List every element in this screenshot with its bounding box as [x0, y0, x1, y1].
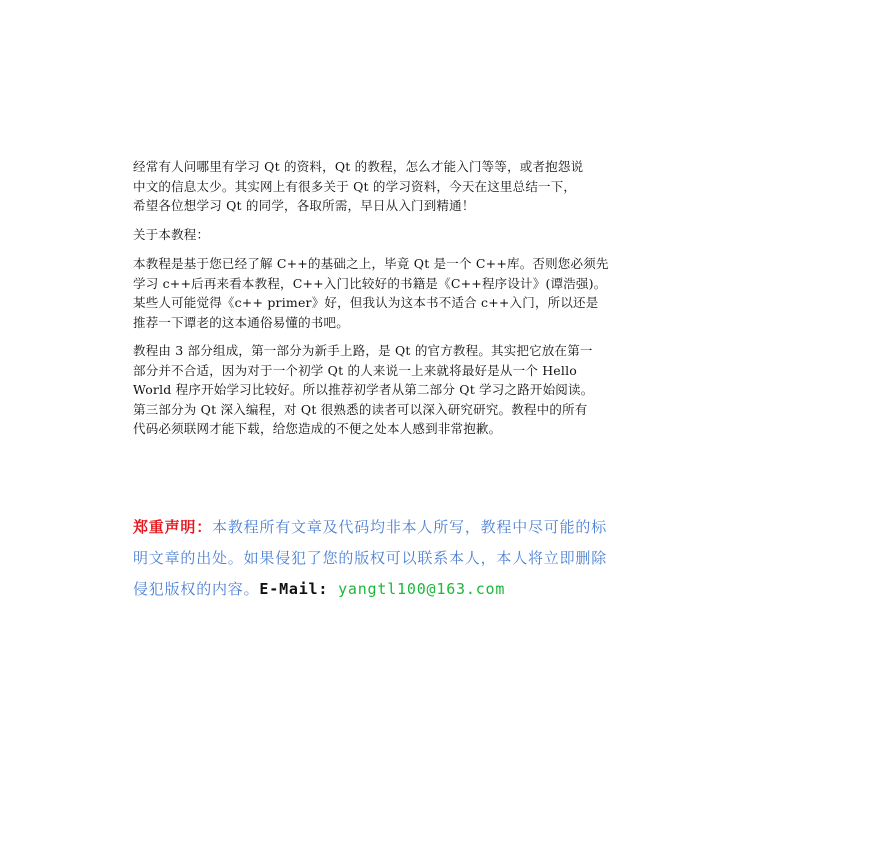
- email-address[interactable]: yangtl100@163.com: [338, 580, 506, 598]
- notice-label: 郑重声明：: [133, 518, 213, 536]
- intro-paragraph-3: 教程由 3 部分组成，第一部分为新手上路，是 Qt 的官方教程。其实把它放在第一 部分并不合适，因为对于一个初学 Qt 的人来说一上来就将最好是从一个 Hello World 程序开始学习比较好。所以推荐初学者从第二部分 Qt 学习之路开始阅读。 第三部分为 Qt 深入编程，对 Qt 很熟悉的读者可以深入研究研究。教程中的所有 代码必须联网才能下载，给您造成的不便之处本人感到非常抱歉。: [133, 343, 594, 436]
- intro-paragraph-1: 经常有人问哪里有学习 Qt 的资料，Qt 的教程，怎么才能入门等等，或者抱怨说 中文的信息太少。其实网上有很多关于 Qt 的学习资料，今天在这里总结一下， 希望各位想学习 Qt 的同学，各取所需，早日从入门到精通！: [133, 159, 584, 213]
- email-label: E-Mail:: [259, 580, 339, 598]
- intro-section: [133, 157, 745, 448]
- copyright-notice: [133, 512, 745, 605]
- intro-paragraph-2: 本教程是基于您已经了解 C++的基础之上，毕竟 Qt 是一个 C++库。否则您必须先 学习 c++后再来看本教程，C++入门比较好的书籍是《C++程序设计》(谭浩强)。 某些人可能觉得《c++ primer》好，但我认为这本书不适合 c++入门，所以还是 推荐一下谭老的这本通俗易懂的书吧。: [133, 256, 609, 330]
- tutorial-heading: 关于本教程：: [133, 226, 210, 242]
- notice-text: 本教程所有文章及代码均非本人所写，教程中尽可能的标 明文章的出处。如果侵犯了您的版权可以联系本人，本人将立即删除 侵犯版权的内容。: [133, 518, 608, 598]
